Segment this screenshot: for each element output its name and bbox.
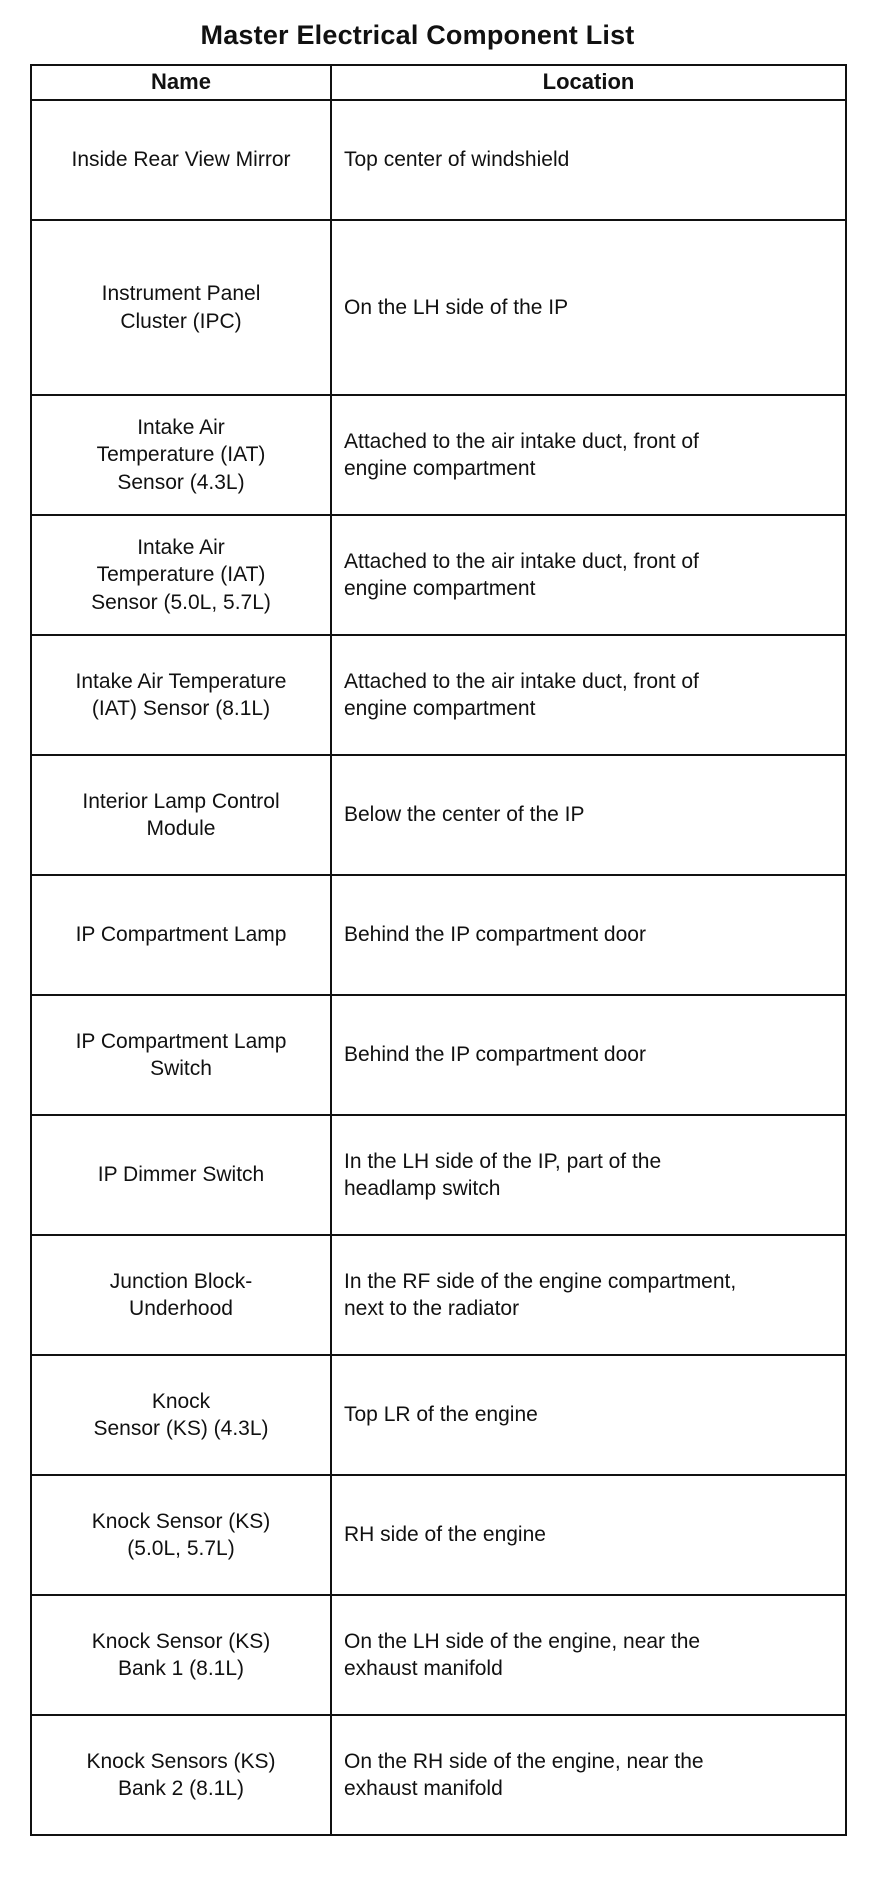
component-table	[30, 64, 847, 1836]
table-row	[31, 1475, 846, 1595]
component-name: IP Compartment Lamp	[31, 875, 331, 995]
table-row	[31, 220, 846, 395]
table-row	[31, 875, 846, 995]
component-name: Knock Sensors (KS) Bank 2 (8.1L)	[31, 1715, 331, 1835]
component-location: Attached to the air intake duct, front of engine compartment	[331, 635, 846, 755]
component-location: Attached to the air intake duct, front of engine compartment	[331, 515, 846, 635]
component-location: In the RF side of the engine compartment, next to the radiator	[331, 1235, 846, 1355]
component-name: Knock Sensor (KS) (4.3L)	[31, 1355, 331, 1475]
component-location: On the RH side of the engine, near the exhaust manifold	[331, 1715, 846, 1835]
component-location: Behind the IP compartment door	[331, 875, 846, 995]
table-header-row	[31, 65, 846, 100]
component-name: Intake Air Temperature (IAT) Sensor (4.3L)	[31, 395, 331, 515]
table-row	[31, 635, 846, 755]
table-row	[31, 100, 846, 220]
component-location: RH side of the engine	[331, 1475, 846, 1595]
table-row	[31, 395, 846, 515]
component-location: In the LH side of the IP, part of the headlamp switch	[331, 1115, 846, 1235]
table-row	[31, 1595, 846, 1715]
component-name: Interior Lamp Control Module	[31, 755, 331, 875]
component-location: Top LR of the engine	[331, 1355, 846, 1475]
table-row	[31, 1115, 846, 1235]
component-location: Top center of windshield	[331, 100, 846, 220]
page-title: Master Electrical Component List	[200, 20, 635, 50]
component-location: Attached to the air intake duct, front of engine compartment	[331, 395, 846, 515]
component-name: Knock Sensor (KS) Bank 1 (8.1L)	[31, 1595, 331, 1715]
component-location: Behind the IP compartment door	[331, 995, 846, 1115]
column-header-location: Location	[331, 65, 846, 100]
table-row	[31, 755, 846, 875]
component-name: Intake Air Temperature (IAT) Sensor (8.1L)	[31, 635, 331, 755]
table-row	[31, 515, 846, 635]
component-name: Junction Block- Underhood	[31, 1235, 331, 1355]
component-name: Knock Sensor (KS) (5.0L, 5.7L)	[31, 1475, 331, 1595]
component-location: On the LH side of the engine, near the exhaust manifold	[331, 1595, 846, 1715]
component-name: IP Dimmer Switch	[31, 1115, 331, 1235]
component-name: Intake Air Temperature (IAT) Sensor (5.0L, 5.7L)	[31, 515, 331, 635]
table-row	[31, 995, 846, 1115]
component-name: Inside Rear View Mirror	[31, 100, 331, 220]
component-name: Instrument Panel Cluster (IPC)	[31, 220, 331, 395]
component-location: Below the center of the IP	[331, 755, 846, 875]
column-header-name: Name	[31, 65, 331, 100]
table-row	[31, 1715, 846, 1835]
component-name: IP Compartment Lamp Switch	[31, 995, 331, 1115]
table-row	[31, 1355, 846, 1475]
component-location: On the LH side of the IP	[331, 220, 846, 395]
table-row	[31, 1235, 846, 1355]
